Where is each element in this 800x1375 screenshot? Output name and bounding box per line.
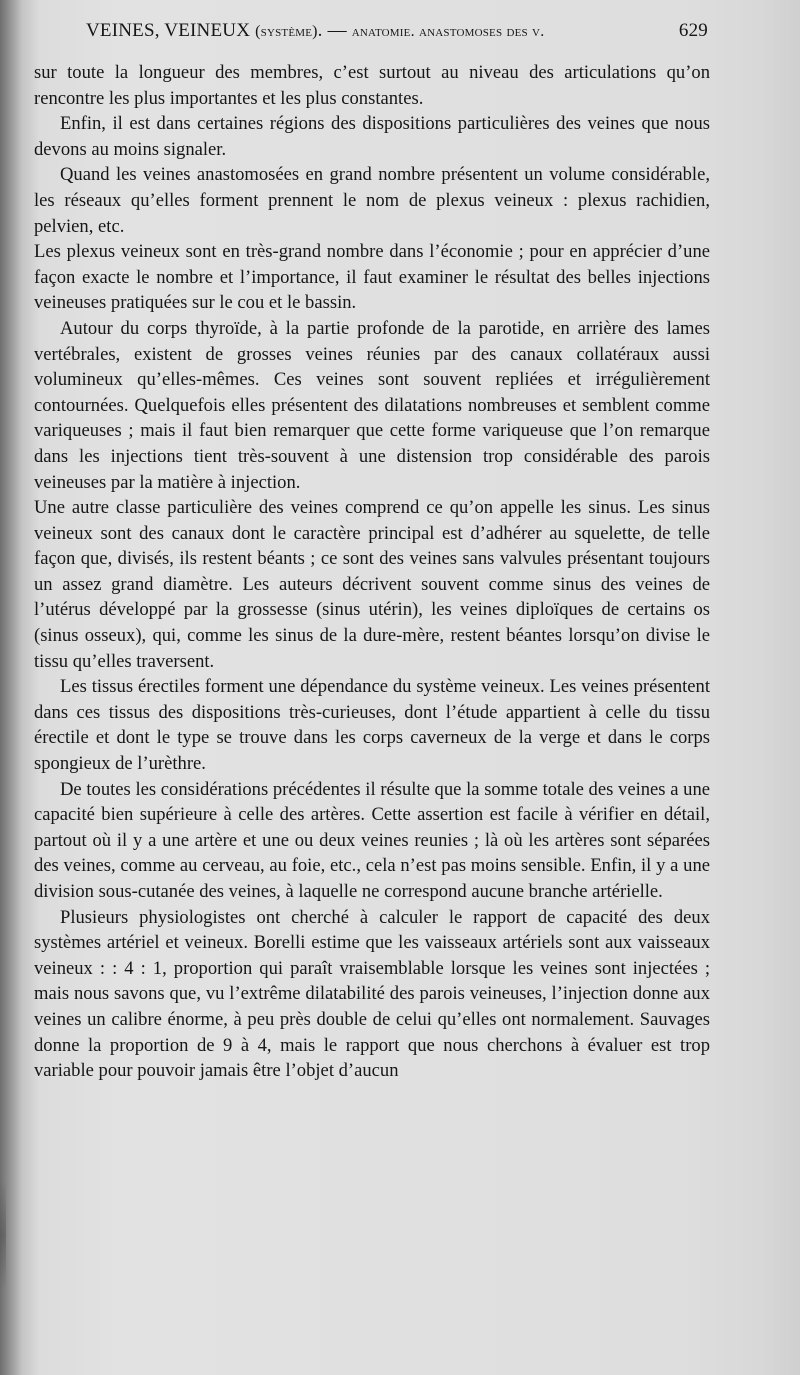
running-head-section: anatomie. anastomoses des v. (351, 23, 545, 40)
book-page (34, 20, 710, 1084)
paragraph: De toutes les considérations précédentes il résulte que la somme totale des veines a une capacité bien supérieure à celle des artères. Cette assertion est facile à vérifier en détail, partout où il y a une artère et une ou deux veines reunies ; là où les artères sont séparées des veines, comme au cerveau, au foie, etc., cela n’est pas moins sensible. Enfin, il y a une division sous-cutanée des veines, à laquelle ne correspond aucune branche artérielle. (34, 778, 710, 902)
page-number: 629 (678, 20, 708, 41)
body-text (34, 60, 710, 1084)
paragraph: Enfin, il est dans certaines régions des dispositions particulières des veines que nous devons au moins signaler. (34, 113, 710, 160)
paragraph: Quand les veines anastomosées en grand nombre présentent un volume considérable, les réseaux qu’elles forment prennent le nom de plexus veineux : plexus rachidien, pelvien, etc. (34, 164, 710, 237)
paragraph-continuation: sur toute la longueur des membres, c’est surtout au niveau des articulations qu’on rencontre les plus importantes et les plus constantes. (34, 62, 710, 109)
running-head-title (86, 20, 544, 42)
page-edge-shadow (0, 1180, 6, 1290)
running-head-title-main: VEINES, VEINEUX (86, 20, 251, 41)
paragraph: Plusieurs physiologistes ont cherché à calculer le rapport de capacité des deux systèmes artériel et veineux. Borelli estime que les vaisseaux artériels sont aux vaisseaux veineux : : 4 : 1, proportion qui paraît vraisemblable lorsque les veines sont injectées ; mais nous savons que, vu l’extrême dilatabilité des parois veineuses, l’injection donne aux veines un calibre énorme, à peu près double de celui qu’elles ont normalement. Sauvages donne la proportion de 9 à 4, mais le rapport que nous cherchons à évaluer est trop variable pour pouvoir jamais être l’objet d’aucun (34, 906, 710, 1082)
paragraph: Les plexus veineux sont en très-grand nombre dans l’économie ; pour en apprécier d’une façon exacte le nombre et l’importance, il faut examiner le résultat des belles injections veineuses pratiquées sur le cou et le bassin. (34, 241, 710, 314)
paragraph: Autour du corps thyroïde, à la partie profonde de la parotide, en arrière des lames vertébrales, existent de grosses veines réunies par des canaux collatéraux aussi volumineux qu’elles-mêmes. Ces veines sont souvent repliées et irrégulièrement contournées. Quelquefois elles présentent des dilatations nombreuses et semblent comme variqueuses ; mais il faut bien remarquer que cette forme variqueuse que l’on remarque dans les injections tient très-souvent à une distension trop considérable des parois veineuses par la matière à injection. (34, 317, 710, 493)
paragraph: Les tissus érectiles forment une dépendance du système veineux. Les veines présentent dans ces tissus des dispositions très-curieuses, dont l’étude appartient à celle du tissu érectile et dont le type se trouve dans les corps caverneux de la verge et dans le corps spongieux de l’urèthre. (34, 676, 710, 775)
running-head-title-system: (système) (255, 23, 318, 40)
running-head-separator: . — (317, 20, 347, 41)
running-head (34, 20, 710, 60)
paragraph: Une autre classe particulière des veines comprend ce qu’on appelle les sinus. Les sinus veineux sont des canaux dont le caractère principal est d’adhérer au squelette, de telle façon que, divisés, ils restent béants ; ce sont des veines sans valvules présentant toujours un assez grand diamètre. Les auteurs décrivent souvent comme sinus des veines de l’utérus développé par la grossesse (sinus utérin), les veines diploïques de certains os (sinus osseux), qui, comme les sinus de la dure-mère, restent béantes lorsqu’on divise le tissu qu’elles traversent. (34, 497, 710, 672)
